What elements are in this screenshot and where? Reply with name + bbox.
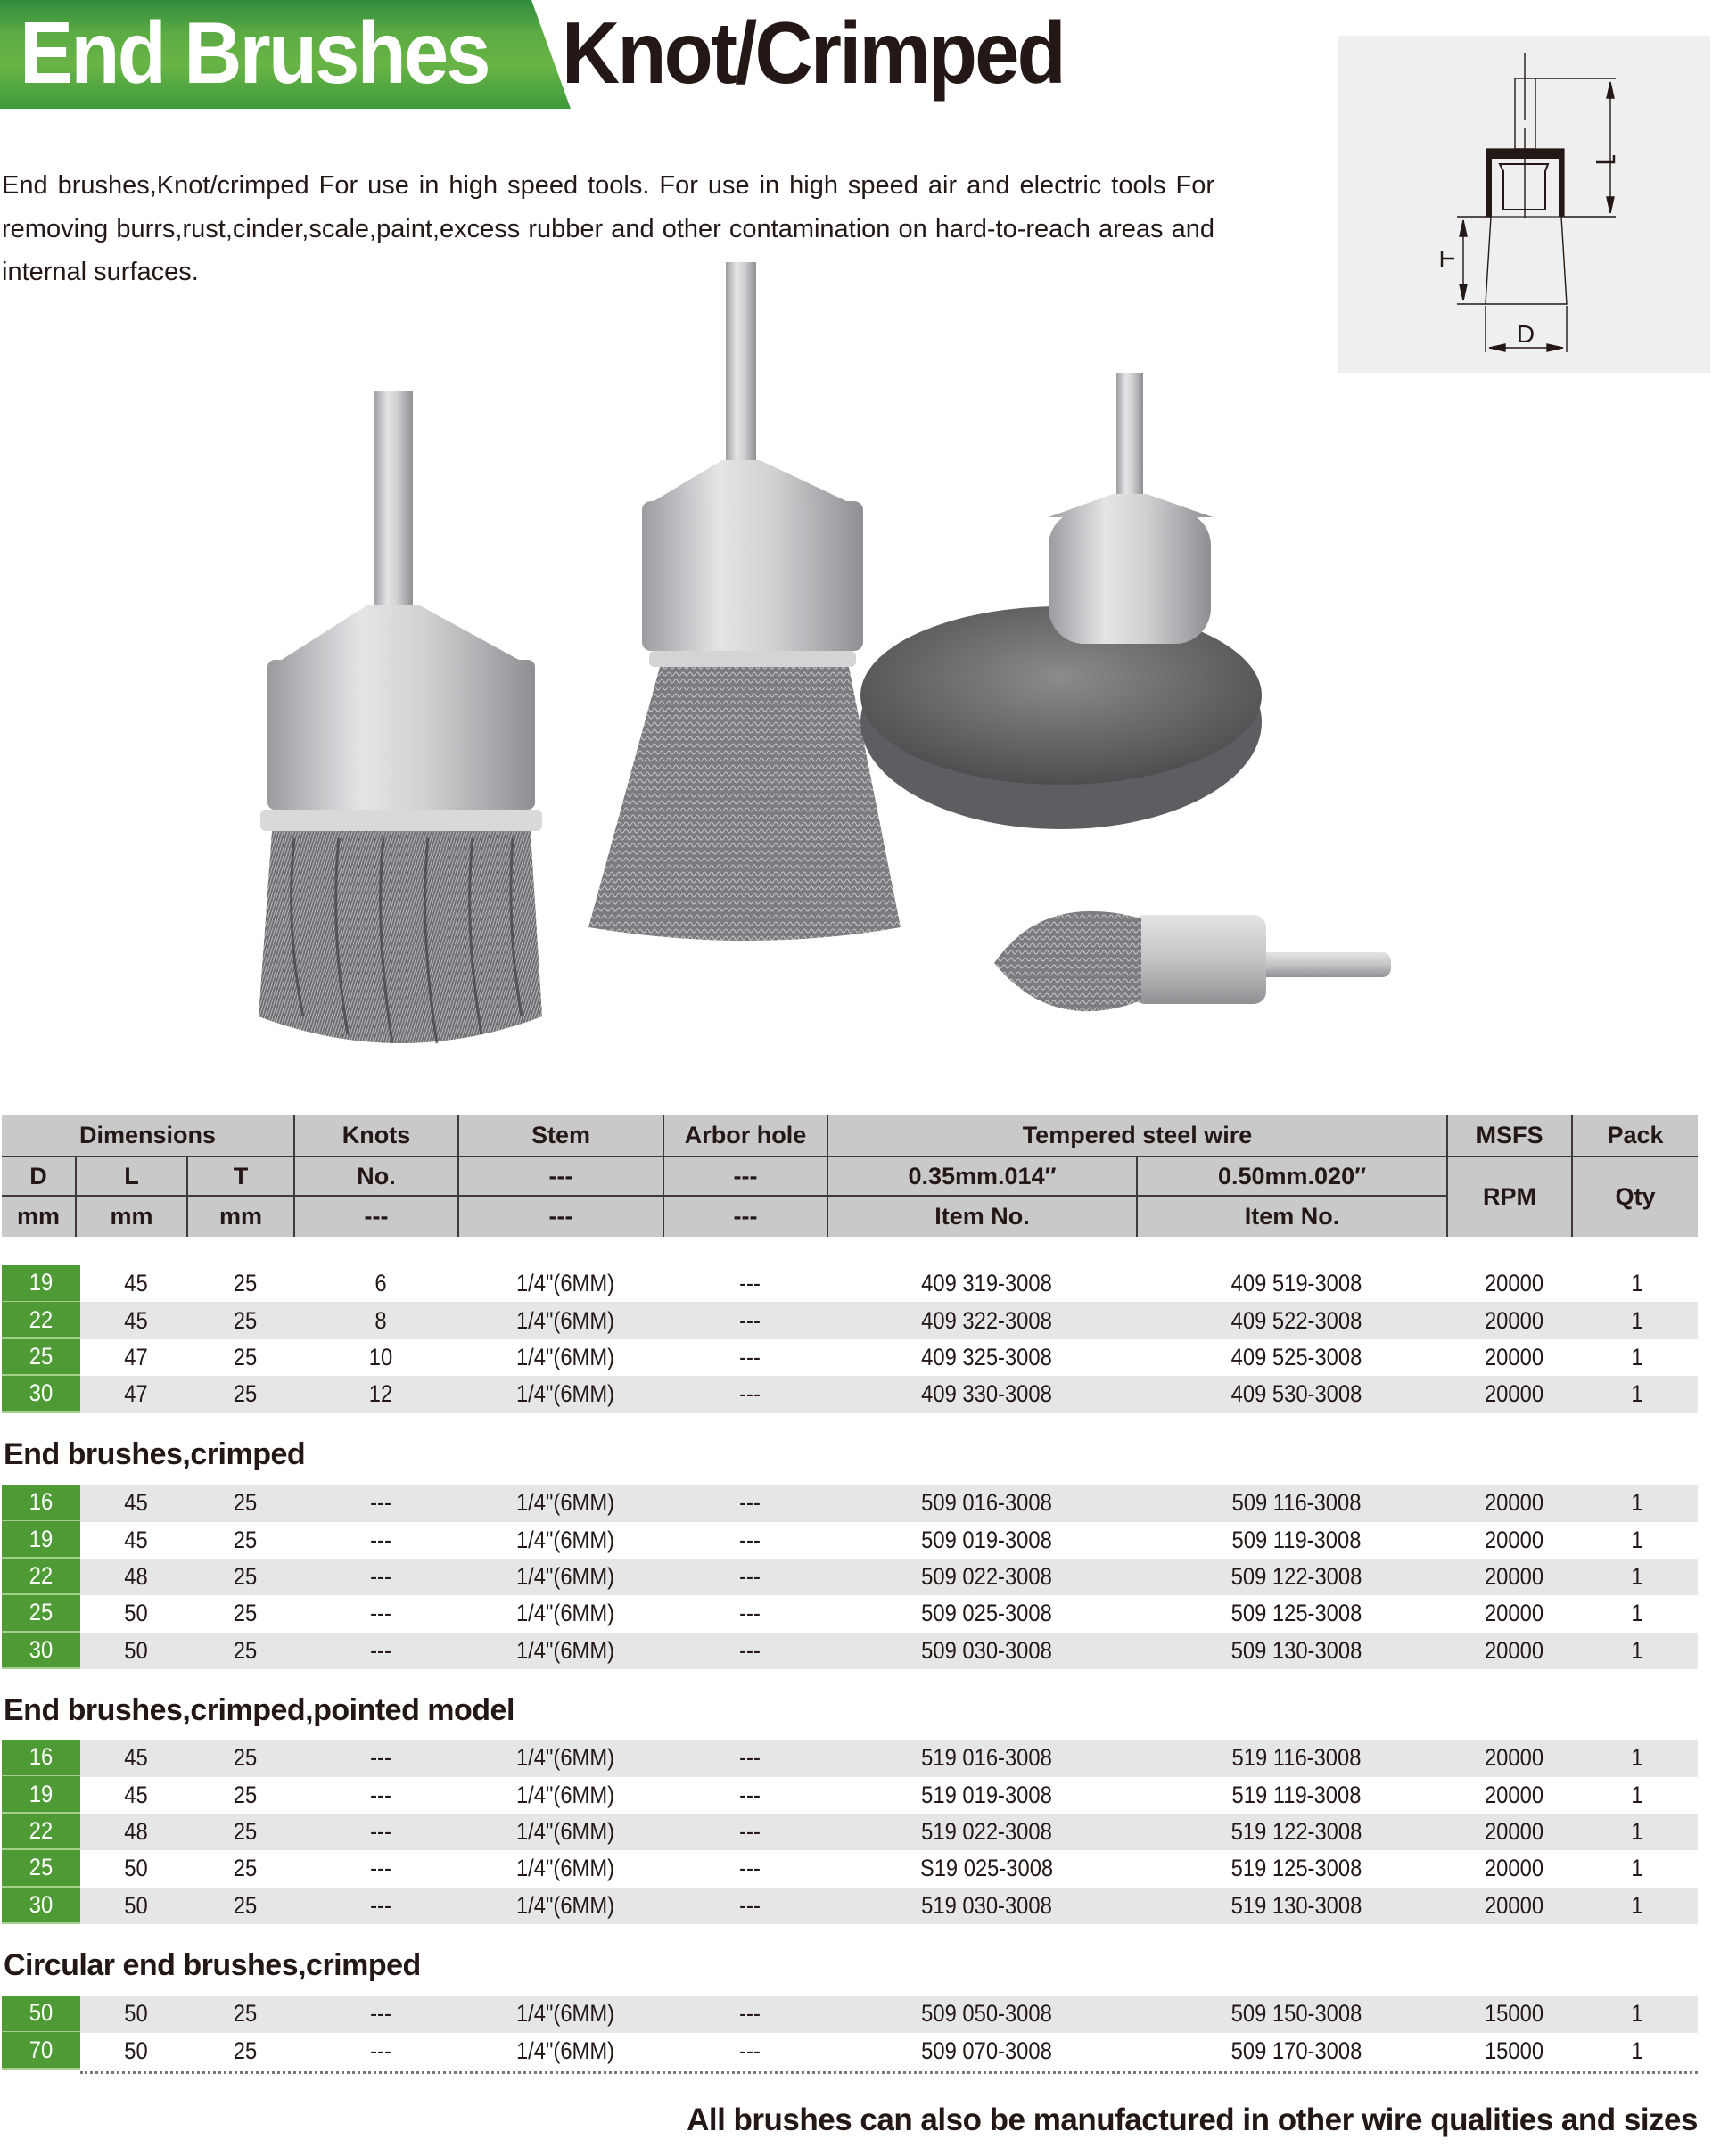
cell-arbor: --- bbox=[739, 1855, 761, 1882]
cell-t: 25 bbox=[233, 1526, 258, 1553]
cell-item1: 519 016-3008 bbox=[921, 1744, 1052, 1772]
header-l: L bbox=[77, 1157, 188, 1197]
cell-item1: 509 016-3008 bbox=[921, 1489, 1052, 1517]
table-end-divider bbox=[80, 2071, 1698, 2074]
cell-arbor: --- bbox=[739, 1380, 761, 1408]
cell-t: 25 bbox=[233, 1818, 258, 1846]
cell-arbor: --- bbox=[739, 1781, 761, 1808]
header-d: D bbox=[2, 1157, 77, 1197]
cell-t: 25 bbox=[233, 2000, 258, 2028]
cell-item1: 519 019-3008 bbox=[921, 1781, 1052, 1808]
cell-arbor: --- bbox=[739, 1600, 761, 1627]
table-row bbox=[2, 1776, 1698, 1814]
diameter-value: 16 bbox=[29, 1743, 54, 1771]
cell-l: 45 bbox=[124, 1270, 148, 1297]
table-row bbox=[2, 1740, 1698, 1777]
cell-arbor: --- bbox=[739, 1636, 761, 1664]
cell-rpm: 20000 bbox=[1484, 1270, 1544, 1297]
cell-knots: --- bbox=[370, 1744, 391, 1772]
cell-d bbox=[2, 1302, 80, 1339]
title-highlight: End Brushes bbox=[20, 4, 489, 102]
header-arbor-hole: Arbor hole bbox=[664, 1115, 828, 1157]
cell-d bbox=[2, 1633, 80, 1670]
cell-d bbox=[2, 1485, 80, 1522]
cell-t: 25 bbox=[233, 1489, 258, 1517]
header-rpm: RPM bbox=[1448, 1157, 1573, 1237]
cell-rpm: 20000 bbox=[1484, 1781, 1544, 1808]
cell-d bbox=[2, 2032, 80, 2070]
table-row bbox=[2, 1339, 1698, 1377]
cell-arbor: --- bbox=[739, 1270, 761, 1297]
cell-qty: 1 bbox=[1631, 2000, 1643, 2028]
cell-l: 45 bbox=[124, 1781, 148, 1808]
cell-rpm: 20000 bbox=[1484, 1526, 1544, 1553]
cell-stem: 1/4"(6MM) bbox=[515, 2000, 615, 2028]
cell-t: 25 bbox=[233, 1306, 258, 1334]
cell-arbor: --- bbox=[739, 1489, 761, 1517]
section-title: End brushes,crimped,pointed model bbox=[4, 1693, 514, 1727]
cell-item1: 509 022-3008 bbox=[921, 1563, 1052, 1591]
cell-qty: 1 bbox=[1631, 1306, 1643, 1334]
cell-item1: 509 019-3008 bbox=[921, 1526, 1052, 1553]
cell-l: 45 bbox=[124, 1744, 148, 1772]
cell-d bbox=[2, 1888, 80, 1925]
cell-qty: 1 bbox=[1631, 1344, 1643, 1371]
cell-arbor: --- bbox=[739, 1744, 761, 1772]
cell-stem: 1/4"(6MM) bbox=[515, 1344, 615, 1371]
table-row bbox=[2, 1996, 1698, 2033]
cell-d bbox=[2, 1996, 80, 2033]
cell-stem: 1/4"(6MM) bbox=[515, 1818, 615, 1846]
cell-knots: --- bbox=[370, 1781, 391, 1808]
cell-rpm: 15000 bbox=[1484, 2000, 1544, 2028]
cell-rpm: 20000 bbox=[1484, 1818, 1544, 1846]
header-knots-unit: --- bbox=[295, 1197, 459, 1237]
header-stem-unit: --- bbox=[459, 1197, 664, 1237]
cell-item2: 509 122-3008 bbox=[1230, 1563, 1362, 1591]
cell-stem: 1/4"(6MM) bbox=[515, 1636, 615, 1664]
table-row bbox=[2, 2032, 1698, 2070]
cell-item1: 509 025-3008 bbox=[921, 1600, 1052, 1627]
cell-stem: 1/4"(6MM) bbox=[515, 2037, 615, 2064]
cell-item2: 509 116-3008 bbox=[1231, 1489, 1362, 1517]
header-knots-no: No. bbox=[295, 1157, 459, 1197]
diameter-value: 25 bbox=[29, 1343, 54, 1370]
cell-knots: 6 bbox=[374, 1270, 387, 1297]
diameter-value: 30 bbox=[29, 1890, 54, 1918]
diameter-value: 30 bbox=[29, 1635, 54, 1663]
cell-knots: --- bbox=[370, 1855, 391, 1882]
cell-stem: 1/4"(6MM) bbox=[515, 1563, 615, 1591]
cell-item2: 509 150-3008 bbox=[1230, 2000, 1362, 2028]
cell-d bbox=[2, 1559, 80, 1596]
header-stem-sub: --- bbox=[459, 1157, 664, 1197]
cell-l: 48 bbox=[124, 1563, 148, 1591]
title-banner bbox=[0, 0, 1159, 109]
title-rest: Knot/Crimped bbox=[562, 4, 1064, 102]
cell-stem: 1/4"(6MM) bbox=[515, 1526, 615, 1553]
cell-d bbox=[2, 1376, 80, 1413]
header-l-unit: mm bbox=[77, 1197, 188, 1237]
cell-knots: --- bbox=[370, 1600, 391, 1627]
cell-l: 50 bbox=[124, 1891, 148, 1919]
cell-rpm: 20000 bbox=[1484, 1380, 1544, 1408]
cell-item1: 409 322-3008 bbox=[921, 1306, 1052, 1334]
cell-item1: 409 330-3008 bbox=[921, 1380, 1052, 1408]
cell-stem: 1/4"(6MM) bbox=[515, 1380, 615, 1408]
footer-note: All brushes can also be manufactured in other wire qualities and sizes bbox=[687, 2103, 1698, 2137]
cell-knots: --- bbox=[370, 2000, 391, 2028]
cell-qty: 1 bbox=[1631, 1818, 1643, 1846]
cell-item2: 409 519-3008 bbox=[1230, 1270, 1362, 1297]
header-msfs: MSFS bbox=[1448, 1115, 1573, 1157]
cell-arbor: --- bbox=[739, 1563, 761, 1591]
cell-d bbox=[2, 1595, 80, 1633]
cell-t: 25 bbox=[233, 1380, 258, 1408]
cell-t: 25 bbox=[233, 1600, 258, 1627]
diameter-value: 30 bbox=[29, 1379, 54, 1407]
circular-end-brush-photo bbox=[860, 373, 1262, 829]
cell-l: 47 bbox=[124, 1344, 148, 1371]
cell-d bbox=[2, 1814, 80, 1851]
cell-d bbox=[2, 1776, 80, 1814]
crimped-end-brush-photo bbox=[588, 262, 901, 941]
cell-l: 48 bbox=[124, 1818, 148, 1846]
cell-arbor: --- bbox=[739, 1818, 761, 1846]
cell-item2: 519 130-3008 bbox=[1230, 1891, 1362, 1919]
cell-qty: 1 bbox=[1631, 1563, 1643, 1591]
pointed-end-brush-photo bbox=[994, 911, 1391, 1011]
header-t-unit: mm bbox=[188, 1197, 295, 1237]
cell-item2: 409 530-3008 bbox=[1230, 1380, 1362, 1408]
table-row bbox=[2, 1633, 1698, 1670]
table-row bbox=[2, 1376, 1698, 1413]
cell-qty: 1 bbox=[1631, 1636, 1643, 1664]
table-row bbox=[2, 1559, 1698, 1596]
cell-l: 50 bbox=[124, 2037, 148, 2064]
header-dimensions: Dimensions bbox=[2, 1115, 295, 1157]
product-photos bbox=[160, 250, 1516, 1088]
cell-knots: 8 bbox=[374, 1306, 387, 1334]
header-stem: Stem bbox=[459, 1115, 664, 1157]
cell-stem: 1/4"(6MM) bbox=[515, 1891, 615, 1919]
cell-qty: 1 bbox=[1631, 1855, 1643, 1882]
cell-l: 50 bbox=[124, 1636, 148, 1664]
cell-qty: 1 bbox=[1631, 1489, 1643, 1517]
cell-qty: 1 bbox=[1631, 1270, 1643, 1297]
header-t: T bbox=[188, 1157, 295, 1197]
cell-knots: --- bbox=[370, 1489, 391, 1517]
header-tempered-steel-wire: Tempered steel wire bbox=[828, 1115, 1448, 1157]
header-item-no-2: Item No. bbox=[1138, 1197, 1448, 1237]
cell-t: 25 bbox=[233, 1781, 258, 1808]
cell-l: 50 bbox=[124, 1600, 148, 1627]
cell-stem: 1/4"(6MM) bbox=[515, 1489, 615, 1517]
header-wire-050: 0.50mm.020″ bbox=[1138, 1157, 1448, 1197]
cell-item1: 409 319-3008 bbox=[921, 1270, 1052, 1297]
cell-knots: 10 bbox=[368, 1344, 393, 1371]
cell-d bbox=[2, 1339, 80, 1377]
cell-stem: 1/4"(6MM) bbox=[515, 1600, 615, 1627]
cell-rpm: 20000 bbox=[1484, 1489, 1544, 1517]
diameter-value: 50 bbox=[29, 1999, 54, 2027]
table-row bbox=[2, 1265, 1698, 1303]
cell-qty: 1 bbox=[1631, 1526, 1643, 1553]
cell-item1: S19 025-3008 bbox=[919, 1855, 1054, 1882]
cell-knots: --- bbox=[370, 1636, 391, 1664]
cell-item1: 409 325-3008 bbox=[921, 1344, 1052, 1371]
cell-qty: 1 bbox=[1631, 1891, 1643, 1919]
cell-item1: 509 070-3008 bbox=[921, 2037, 1052, 2064]
cell-item2: 519 116-3008 bbox=[1231, 1744, 1362, 1772]
diameter-value: 22 bbox=[29, 1817, 54, 1845]
cell-stem: 1/4"(6MM) bbox=[515, 1306, 615, 1334]
diameter-value: 22 bbox=[29, 1562, 54, 1590]
header-knots: Knots bbox=[295, 1115, 459, 1157]
cell-stem: 1/4"(6MM) bbox=[515, 1855, 615, 1882]
cell-arbor: --- bbox=[739, 1526, 761, 1553]
cell-qty: 1 bbox=[1631, 1600, 1643, 1627]
cell-rpm: 20000 bbox=[1484, 1600, 1544, 1627]
cell-arbor: --- bbox=[739, 1891, 761, 1919]
table-row bbox=[2, 1814, 1698, 1851]
cell-stem: 1/4"(6MM) bbox=[515, 1270, 615, 1297]
cell-l: 50 bbox=[124, 1855, 148, 1882]
cell-rpm: 20000 bbox=[1484, 1855, 1544, 1882]
cell-rpm: 20000 bbox=[1484, 1891, 1544, 1919]
cell-l: 47 bbox=[124, 1380, 148, 1408]
cell-item2: 519 125-3008 bbox=[1230, 1855, 1362, 1882]
diameter-value: 22 bbox=[29, 1305, 54, 1333]
cell-t: 25 bbox=[233, 1270, 258, 1297]
cell-knots: --- bbox=[370, 1563, 391, 1591]
cell-rpm: 15000 bbox=[1484, 2037, 1544, 2064]
cell-arbor: --- bbox=[739, 1344, 761, 1371]
cell-l: 45 bbox=[124, 1306, 148, 1334]
cell-knots: --- bbox=[370, 1891, 391, 1919]
cell-d bbox=[2, 1740, 80, 1777]
cell-t: 25 bbox=[233, 1563, 258, 1591]
cell-l: 45 bbox=[124, 1526, 148, 1553]
header-arbor-sub: --- bbox=[664, 1157, 828, 1197]
cell-item2: 519 119-3008 bbox=[1231, 1781, 1362, 1808]
cell-rpm: 20000 bbox=[1484, 1563, 1544, 1591]
cell-rpm: 20000 bbox=[1484, 1344, 1544, 1371]
table-row bbox=[2, 1302, 1698, 1339]
diameter-label: D bbox=[1516, 320, 1535, 348]
cell-item2: 509 119-3008 bbox=[1231, 1526, 1362, 1553]
cell-qty: 1 bbox=[1631, 1781, 1643, 1808]
section-title: End brushes,crimped bbox=[4, 1437, 306, 1471]
cell-t: 25 bbox=[233, 1891, 258, 1919]
table-row bbox=[2, 1521, 1698, 1559]
cell-arbor: --- bbox=[739, 2037, 761, 2064]
cell-qty: 1 bbox=[1631, 1744, 1643, 1772]
cell-rpm: 20000 bbox=[1484, 1636, 1544, 1664]
cell-d bbox=[2, 1265, 80, 1303]
header-qty: Qty bbox=[1573, 1157, 1698, 1237]
header-arbor-unit: --- bbox=[664, 1197, 828, 1237]
cell-item2: 409 525-3008 bbox=[1230, 1344, 1362, 1371]
diameter-value: 16 bbox=[29, 1488, 54, 1516]
diameter-value: 19 bbox=[29, 1269, 54, 1296]
cell-t: 25 bbox=[233, 1344, 258, 1371]
cell-arbor: --- bbox=[739, 2000, 761, 2028]
cell-rpm: 20000 bbox=[1484, 1306, 1544, 1334]
section-title: Circular end brushes,crimped bbox=[4, 1948, 421, 1982]
diameter-value: 19 bbox=[29, 1525, 54, 1552]
cell-item1: 519 022-3008 bbox=[921, 1818, 1052, 1846]
cell-arbor: --- bbox=[739, 1306, 761, 1334]
cell-item2: 509 170-3008 bbox=[1230, 2037, 1362, 2064]
product-description: End brushes,Knot/crimped For use in high speed tools. For use in high speed air and electric tools For removing burrs,rust,cinder,scale,paint,excess rubber and other contamination on hard-to-reach areas and internal surfaces. bbox=[2, 171, 1214, 286]
cell-knots: 12 bbox=[368, 1380, 393, 1408]
cell-t: 25 bbox=[233, 2037, 258, 2064]
header-pack: Pack bbox=[1573, 1115, 1698, 1157]
cell-item2: 509 130-3008 bbox=[1230, 1636, 1362, 1664]
cell-knots: --- bbox=[370, 2037, 391, 2064]
knotted-end-brush-photo bbox=[259, 391, 542, 1043]
cell-knots: --- bbox=[370, 1526, 391, 1553]
cell-qty: 1 bbox=[1631, 1380, 1643, 1408]
cell-item2: 519 122-3008 bbox=[1230, 1818, 1362, 1846]
header-item-no-1: Item No. bbox=[828, 1197, 1138, 1237]
cell-item2: 409 522-3008 bbox=[1230, 1306, 1362, 1334]
cell-item2: 509 125-3008 bbox=[1230, 1600, 1362, 1627]
cell-l: 45 bbox=[124, 1489, 148, 1517]
cell-t: 25 bbox=[233, 1744, 258, 1772]
cell-t: 25 bbox=[233, 1636, 258, 1664]
diameter-value: 70 bbox=[29, 2036, 54, 2063]
table-row bbox=[2, 1595, 1698, 1633]
cell-l: 50 bbox=[124, 2000, 148, 2028]
table-row bbox=[2, 1485, 1698, 1522]
length-label-L bbox=[1596, 155, 1614, 162]
cell-item1: 509 050-3008 bbox=[921, 2000, 1052, 2028]
diameter-value: 25 bbox=[29, 1599, 54, 1626]
header-d-unit: mm bbox=[2, 1197, 77, 1237]
table-row bbox=[2, 1850, 1698, 1888]
diameter-value: 25 bbox=[29, 1854, 54, 1881]
cell-stem: 1/4"(6MM) bbox=[515, 1781, 615, 1808]
header-wire-035: 0.35mm.014″ bbox=[828, 1157, 1138, 1197]
cell-d bbox=[2, 1521, 80, 1559]
cell-stem: 1/4"(6MM) bbox=[515, 1744, 615, 1772]
cell-knots: --- bbox=[370, 1818, 391, 1846]
cell-d bbox=[2, 1850, 80, 1888]
cell-rpm: 20000 bbox=[1484, 1744, 1544, 1772]
table-row bbox=[2, 1888, 1698, 1925]
diameter-value: 19 bbox=[29, 1780, 54, 1807]
cell-item1: 509 030-3008 bbox=[921, 1636, 1052, 1664]
cell-qty: 1 bbox=[1631, 2037, 1643, 2064]
cell-item1: 519 030-3008 bbox=[921, 1891, 1052, 1919]
cell-t: 25 bbox=[233, 1855, 258, 1882]
